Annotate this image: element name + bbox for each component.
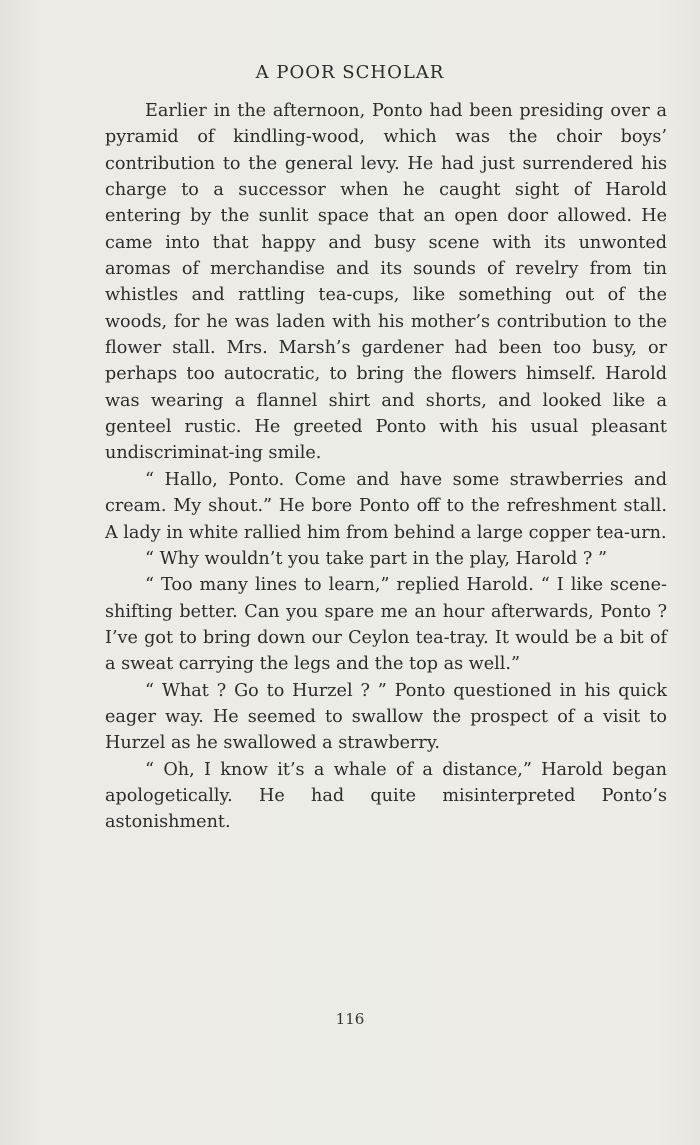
paragraph: “ Hallo, Ponto. Come and have some strawberries and cream. My shout.” He bore Ponto off to the refreshment stall. A lady in white rallied him from behind a large copper tea-urn. [105,469,667,543]
paragraph: “ Too many lines to learn,” replied Harold. “ I like scene-shifting better. Can you spare me an hour afterwards, Ponto ? I’ve got to bring down our Ceylon tea-tray. It would be a bit of a sweat carrying the legs and the top as well.” [105,575,667,675]
paragraph: Earlier in the afternoon, Ponto had been presiding over a pyramid of kindling-wood, which was the choir boys’ contribution to the general levy. He had just surrendered his charge to a successor when he caught sight of Harold entering by the sunlit space that an open door allowed. He came into that happy and busy scene with its unwonted aromas of merchandise and its sounds of revelry from tin whistles and rattling tea-cups, like something out of the woods, for he was laden with his mother’s contribution to the flower stall. Mrs. Marsh’s gardener had been too busy, or perhaps too autocratic, to bring the flowers himself. Harold was wearing a flannel shirt and shorts, and looked like a genteel rustic. He greeted Ponto with his usual pleasant undiscriminat-ing smile. [105,101,667,464]
page-number: 116 [335,1010,365,1028]
paragraph: “ What ? Go to Hurzel ? ” Ponto questioned in his quick eager way. He seemed to swallow the prospect of a visit to Hurzel as he swallowed a strawberry. [105,680,667,754]
body-text [105,98,667,836]
running-head: A POOR SCHOLAR [255,62,445,83]
paragraph: “ Oh, I know it’s a whale of a distance,” Harold began apologetically. He had quite misinterpreted Ponto’s astonishment. [105,759,667,833]
paragraph: “ Why wouldn’t you take part in the play, Harold ? ” [145,548,607,569]
